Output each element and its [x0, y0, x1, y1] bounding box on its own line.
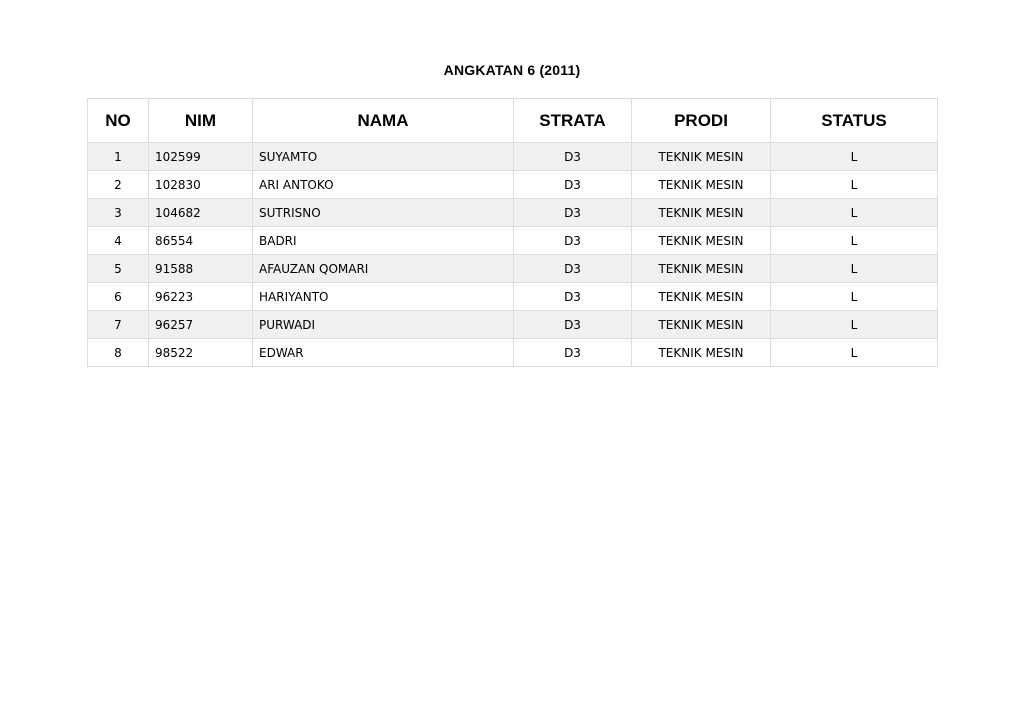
column-header-nama: NAMA: [253, 99, 514, 143]
table-row: [88, 255, 938, 283]
cell-strata: D3: [514, 339, 632, 367]
cell-nim: 102599: [149, 143, 253, 171]
column-header-prodi: PRODI: [632, 99, 771, 143]
cell-nama: PURWADI: [253, 311, 514, 339]
cell-nim: 86554: [149, 227, 253, 255]
table-row: [88, 283, 938, 311]
cell-prodi: TEKNIK MESIN: [632, 171, 771, 199]
cell-status: L: [771, 339, 938, 367]
cell-strata: D3: [514, 283, 632, 311]
cell-status: L: [771, 311, 938, 339]
cell-nama: SUTRISNO: [253, 199, 514, 227]
cell-status: L: [771, 255, 938, 283]
cell-status: L: [771, 171, 938, 199]
cell-prodi: TEKNIK MESIN: [632, 255, 771, 283]
cell-no: 3: [88, 199, 149, 227]
cell-no: 7: [88, 311, 149, 339]
cell-strata: D3: [514, 199, 632, 227]
cell-prodi: TEKNIK MESIN: [632, 339, 771, 367]
cell-nama: HARIYANTO: [253, 283, 514, 311]
cell-prodi: TEKNIK MESIN: [632, 227, 771, 255]
cell-strata: D3: [514, 143, 632, 171]
cell-strata: D3: [514, 227, 632, 255]
cell-nama: ARI ANTOKO: [253, 171, 514, 199]
cell-status: L: [771, 199, 938, 227]
table-row: [88, 311, 938, 339]
cell-nama: AFAUZAN QOMARI: [253, 255, 514, 283]
cell-prodi: TEKNIK MESIN: [632, 143, 771, 171]
cell-nama: EDWAR: [253, 339, 514, 367]
cell-nim: 104682: [149, 199, 253, 227]
cell-no: 5: [88, 255, 149, 283]
cell-prodi: TEKNIK MESIN: [632, 311, 771, 339]
cell-no: 2: [88, 171, 149, 199]
cell-nim: 102830: [149, 171, 253, 199]
cell-nama: BADRI: [253, 227, 514, 255]
page-title: ANGKATAN 6 (2011): [443, 62, 581, 78]
cell-no: 8: [88, 339, 149, 367]
column-header-nim: NIM: [149, 99, 253, 143]
cell-no: 1: [88, 143, 149, 171]
table-row: [88, 199, 938, 227]
cell-nim: 98522: [149, 339, 253, 367]
cell-status: L: [771, 143, 938, 171]
cell-nim: 91588: [149, 255, 253, 283]
cell-prodi: TEKNIK MESIN: [632, 199, 771, 227]
column-header-status: STATUS: [771, 99, 938, 143]
cell-nim: 96223: [149, 283, 253, 311]
cell-strata: D3: [514, 255, 632, 283]
cell-strata: D3: [514, 311, 632, 339]
cell-strata: D3: [514, 171, 632, 199]
table-row: [88, 171, 938, 199]
column-header-strata: STRATA: [514, 99, 632, 143]
table-row: [88, 143, 938, 171]
table-header-row: [88, 99, 938, 143]
student-table: [87, 98, 938, 367]
column-header-no: NO: [88, 99, 149, 143]
cell-no: 6: [88, 283, 149, 311]
cell-nama: SUYAMTO: [253, 143, 514, 171]
cell-prodi: TEKNIK MESIN: [632, 283, 771, 311]
cell-status: L: [771, 283, 938, 311]
cell-nim: 96257: [149, 311, 253, 339]
table-row: [88, 339, 938, 367]
table-row: [88, 227, 938, 255]
cell-no: 4: [88, 227, 149, 255]
cell-status: L: [771, 227, 938, 255]
